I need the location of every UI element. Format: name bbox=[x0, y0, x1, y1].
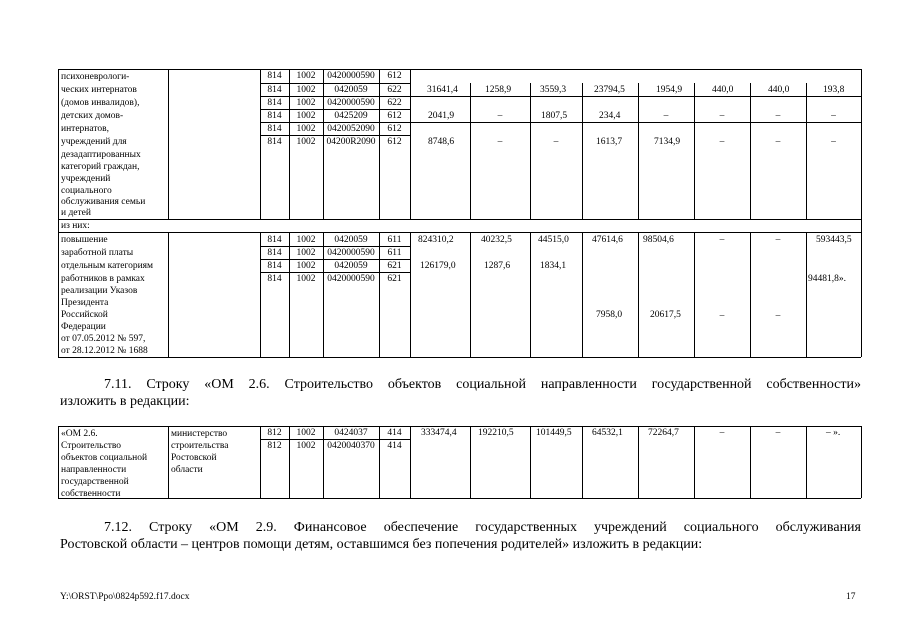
code-type: 621 bbox=[387, 274, 402, 284]
code-target: 0420000590 bbox=[327, 71, 375, 81]
footer-file-path: Y:\ORST\Ppo\0824p592.f17.docx bbox=[60, 592, 190, 602]
row-label-line: работников в рамках bbox=[61, 274, 145, 284]
value-cell: – bbox=[719, 428, 725, 438]
value-cell: 440,0 bbox=[768, 85, 790, 95]
value-cell: 1613,7 bbox=[596, 137, 623, 147]
code-target: 0420059 bbox=[334, 85, 368, 95]
row-label-line: и детей bbox=[61, 208, 91, 218]
code-target: 0420000590 bbox=[327, 274, 375, 284]
code-type: 621 bbox=[387, 261, 402, 271]
code-ministry: 812 bbox=[267, 428, 282, 438]
value-cell: 47614,6 bbox=[592, 235, 623, 245]
value-cell: 1258,9 bbox=[485, 85, 512, 95]
code-ministry: 814 bbox=[267, 274, 282, 284]
row-label-line: (домов инвалидов), bbox=[61, 98, 140, 108]
paragraph-line: изложить в редакции: bbox=[60, 394, 190, 409]
value-cell: – bbox=[775, 311, 781, 321]
code-type: 612 bbox=[387, 111, 402, 121]
row-label-line: повышение bbox=[61, 235, 108, 245]
code-ministry: 814 bbox=[267, 111, 282, 121]
code-ministry: 814 bbox=[267, 248, 282, 258]
code-section: 1002 bbox=[296, 124, 316, 134]
code-target: 0420000590 bbox=[327, 248, 375, 258]
value-cell: 23794,5 bbox=[594, 85, 625, 95]
row-label-line: собственности bbox=[61, 489, 121, 499]
row-label-line: «ОМ 2.6. bbox=[61, 429, 98, 439]
row-label-line: реализации Указов bbox=[61, 286, 138, 296]
value-cell: – bbox=[775, 428, 781, 438]
value-cell: 72264,7 bbox=[648, 428, 679, 438]
code-section: 1002 bbox=[296, 85, 316, 95]
value-cell: – bbox=[719, 111, 725, 121]
row-label-line: от 07.05.2012 № 597, bbox=[61, 334, 146, 344]
code-ministry: 814 bbox=[267, 261, 282, 271]
value-cell: 20617,5 bbox=[650, 310, 681, 320]
code-ministry: 814 bbox=[267, 85, 282, 95]
paragraph-7-12 bbox=[60, 519, 861, 553]
row-label-line: учреждений bbox=[61, 174, 111, 184]
iz-nih-label: из них: bbox=[61, 221, 90, 231]
value-cell: – bbox=[719, 311, 725, 321]
code-type: 612 bbox=[387, 71, 402, 81]
value-cell: – bbox=[775, 137, 781, 147]
value-cell: – bbox=[831, 137, 836, 147]
value-cell: 94481,8». bbox=[808, 274, 846, 284]
value-cell: – bbox=[719, 235, 725, 245]
executor-line: области bbox=[171, 465, 203, 475]
code-type: 611 bbox=[387, 235, 402, 245]
code-type: 612 bbox=[387, 124, 402, 134]
code-target: 0420059 bbox=[334, 261, 368, 271]
code-section: 1002 bbox=[296, 71, 316, 81]
code-type: 622 bbox=[387, 85, 402, 95]
row-label-line: государственной bbox=[61, 477, 129, 487]
row-label-line: Президента bbox=[61, 298, 109, 308]
row-label-line: учреждений для bbox=[61, 137, 127, 147]
code-target: 0424037 bbox=[334, 428, 368, 438]
value-cell: – bbox=[775, 111, 781, 121]
value-cell: 593443,5 bbox=[816, 235, 852, 245]
value-cell: – bbox=[719, 137, 725, 147]
value-cell: 64532,1 bbox=[592, 428, 623, 438]
executor-line: Ростовской bbox=[171, 453, 217, 463]
value-cell: – bbox=[831, 111, 836, 121]
code-ministry: 812 bbox=[267, 441, 282, 451]
code-target: 04200R2090 bbox=[326, 137, 376, 147]
code-target: 0420059 bbox=[334, 235, 368, 245]
value-cell: 1807,5 bbox=[541, 111, 568, 121]
code-ministry: 814 bbox=[267, 71, 282, 81]
code-section: 1002 bbox=[296, 137, 316, 147]
value-cell: – bbox=[775, 235, 781, 245]
paragraph-line: 7.12. Строку «ОМ 2.9. Финансовое обеспечение государственных учреждений социального обслуживания bbox=[104, 520, 861, 535]
value-cell: – bbox=[553, 137, 559, 147]
row-label-line: психоневрологи- bbox=[61, 72, 130, 82]
value-cell: 1834,1 bbox=[540, 261, 567, 271]
code-ministry: 814 bbox=[267, 137, 282, 147]
code-section: 1002 bbox=[296, 261, 316, 271]
code-type: 611 bbox=[387, 248, 402, 258]
executor-line: строительства bbox=[171, 441, 229, 451]
code-type: 612 bbox=[387, 137, 402, 147]
page-number: 17 bbox=[846, 592, 856, 602]
value-cell: 1954,9 bbox=[656, 85, 683, 95]
value-cell: – bbox=[497, 111, 503, 121]
row-label-line: интернатов, bbox=[61, 124, 109, 134]
row-label-line: от 28.12.2012 № 1688 bbox=[61, 346, 148, 356]
code-section: 1002 bbox=[296, 441, 316, 451]
row-label-line: ческих интернатов bbox=[61, 85, 137, 95]
row-label-line: социального bbox=[61, 186, 112, 196]
code-target: 0425209 bbox=[334, 111, 368, 121]
code-ministry: 814 bbox=[267, 98, 282, 108]
value-cell: 126179,0 bbox=[420, 261, 456, 271]
value-cell: 192210,5 bbox=[478, 428, 514, 438]
code-section: 1002 bbox=[296, 428, 316, 438]
row-label-line: Российской bbox=[61, 310, 108, 320]
code-section: 1002 bbox=[296, 98, 316, 108]
value-cell: 7958,0 bbox=[596, 310, 623, 320]
value-cell: – bbox=[497, 137, 503, 147]
code-target: 0420000590 bbox=[327, 98, 375, 108]
row-label-line: категорий граждан, bbox=[61, 162, 140, 172]
value-cell: 1287,6 bbox=[484, 261, 511, 271]
value-cell: 234,4 bbox=[599, 111, 621, 121]
code-type: 622 bbox=[387, 98, 402, 108]
row-label-line: детских домов- bbox=[61, 111, 124, 121]
code-ministry: 814 bbox=[267, 124, 282, 134]
code-ministry: 814 bbox=[267, 235, 282, 245]
code-section: 1002 bbox=[296, 235, 316, 245]
value-cell: 193,8 bbox=[823, 85, 845, 95]
value-cell: 101449,5 bbox=[536, 428, 572, 438]
value-cell: 2041,9 bbox=[428, 111, 455, 121]
code-type: 414 bbox=[387, 428, 402, 438]
code-section: 1002 bbox=[296, 248, 316, 258]
row-label-line: дезадаптированных bbox=[61, 150, 141, 160]
value-cell: 44515,0 bbox=[538, 235, 569, 245]
value-cell: 824310,2 bbox=[418, 235, 454, 245]
code-target: 0420052090 bbox=[327, 124, 375, 134]
row-label-line: обслуживания семьи bbox=[61, 197, 146, 207]
paragraph-line: Ростовской области – центров помощи детям, оставшимся без попечения родителей» изложить в редакции: bbox=[60, 537, 703, 552]
value-cell: 31641,4 bbox=[427, 85, 458, 95]
row-label-line: Строительство bbox=[61, 441, 122, 451]
value-cell: 98504,6 bbox=[643, 235, 674, 245]
value-cell: 40232,5 bbox=[481, 235, 512, 245]
row-label-line: отдельным категориям bbox=[61, 261, 154, 271]
value-cell: 7134,9 bbox=[654, 137, 681, 147]
value-cell: 333474,4 bbox=[421, 428, 457, 438]
paragraph-line: 7.11. Строку «ОМ 2.6. Строительство объектов социальной направленности государственной собственности» bbox=[104, 377, 861, 392]
value-cell: – bbox=[663, 111, 669, 121]
row-label-line: Федерации bbox=[61, 322, 106, 332]
code-section: 1002 bbox=[296, 111, 316, 121]
row-label-line: направленности bbox=[61, 465, 127, 475]
code-type: 414 bbox=[387, 441, 402, 451]
row-label-line: заработной платы bbox=[61, 248, 134, 258]
value-cell: 8748,6 bbox=[428, 137, 455, 147]
code-section: 1002 bbox=[296, 274, 316, 284]
row-label-line: объектов социальной bbox=[61, 453, 148, 463]
executor-line: министерство bbox=[171, 429, 228, 439]
value-cell: – ». bbox=[826, 428, 841, 438]
value-cell: 440,0 bbox=[712, 85, 734, 95]
code-target: 0420040370 bbox=[327, 441, 375, 451]
value-cell: 3559,3 bbox=[540, 85, 567, 95]
